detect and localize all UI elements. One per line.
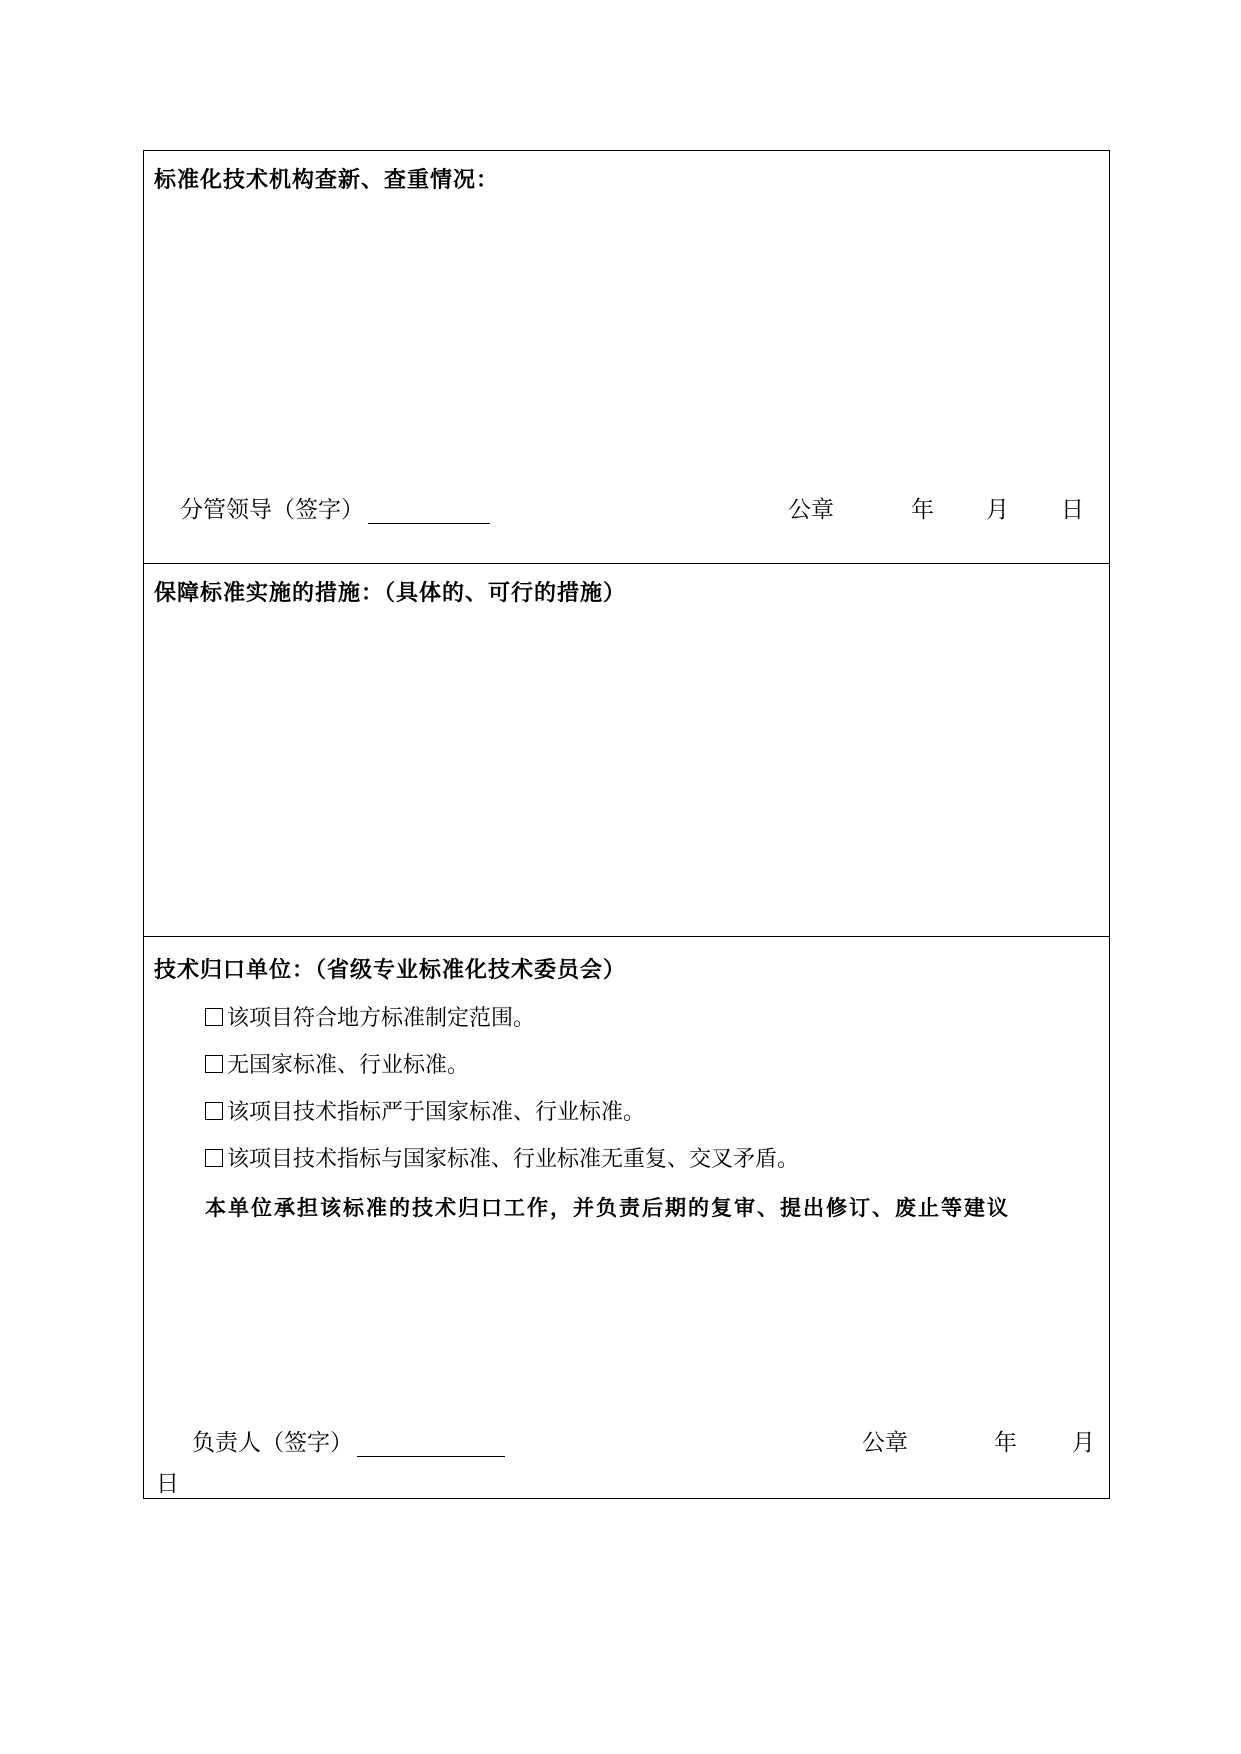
checkbox[interactable]	[205, 1008, 223, 1026]
checkbox[interactable]	[205, 1149, 223, 1167]
leader-signature-row	[180, 491, 490, 524]
seal-label: 公章	[862, 1430, 908, 1456]
implementation-measures-section	[144, 564, 1109, 937]
technical-unit-heading: 技术归口单位：（省级专业标准化技术委员会）	[154, 958, 627, 983]
responsible-signature-row	[192, 1424, 505, 1457]
check-item-label: 该项目技术指标严于国家标准、行业标准。	[227, 1100, 646, 1125]
check-item-label: 该项目符合地方标准制定范围。	[227, 1006, 536, 1031]
check-item	[205, 1095, 645, 1126]
check-item	[205, 1048, 469, 1079]
form-table	[143, 150, 1110, 1499]
checkbox[interactable]	[205, 1102, 223, 1120]
novelty-check-section	[144, 151, 1109, 564]
check-item	[205, 1001, 535, 1032]
responsible-signature-field[interactable]	[357, 1430, 505, 1457]
date-month-label: 月	[1072, 1430, 1095, 1456]
leader-signature-label: 分管领导（签字）	[180, 497, 364, 523]
check-item-label: 该项目技术指标与国家标准、行业标准无重复、交叉矛盾。	[227, 1147, 800, 1172]
check-item	[205, 1142, 799, 1173]
check-item-label: 无国家标准、行业标准。	[227, 1053, 470, 1078]
date-day-label: 日	[156, 1471, 179, 1497]
date-month-label: 月	[986, 497, 1009, 523]
date-day-label: 日	[1061, 497, 1084, 523]
novelty-check-heading: 标准化技术机构查新、查重情况：	[154, 168, 500, 193]
responsible-signature-label: 负责人（签字）	[192, 1430, 353, 1456]
seal-label: 公章	[788, 497, 834, 523]
date-year-label: 年	[911, 497, 934, 523]
technical-unit-section	[144, 937, 1109, 1498]
leader-signature-field[interactable]	[368, 497, 490, 524]
responsibility-statement: 本单位承担该标准的技术归口工作，并负责后期的复审、提出修订、废止等建议	[205, 1195, 1010, 1220]
checkbox[interactable]	[205, 1055, 223, 1073]
implementation-measures-heading: 保障标准实施的措施：（具体的、可行的措施）	[154, 581, 627, 606]
date-year-label: 年	[994, 1430, 1017, 1456]
